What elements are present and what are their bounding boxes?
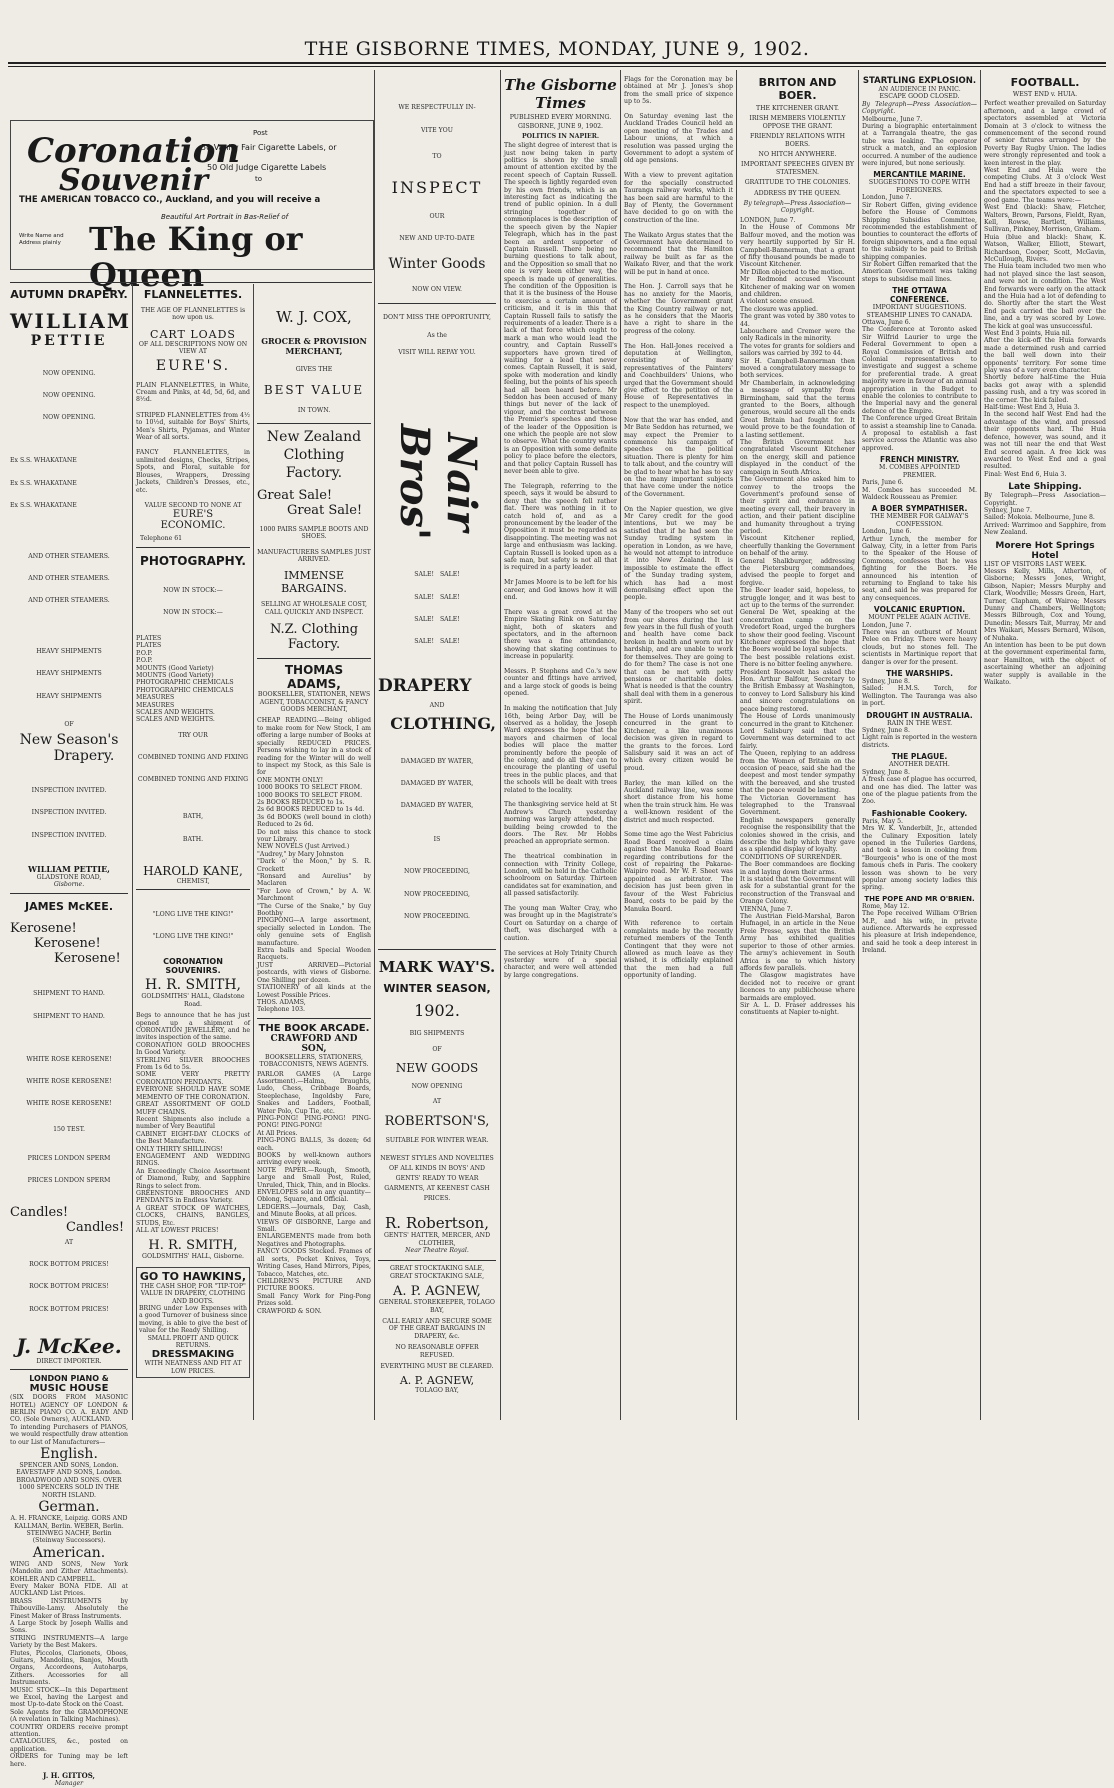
plague-body: Sydney, June 8. A fresh case of plague has occurred, and one has died. The latter was one of the plague patients from the Zoo. [862, 768, 977, 806]
divider [10, 893, 128, 894]
sympathiser-body: London, June 6. Arthur Lynch, the member for Galway, City, in a letter from Paris to the Speaker of the House of Commons, confesses that he was fighting for the Boers. He announced his intention of returning to England to take his seat, and said he was prepared for any consequences. [862, 528, 977, 602]
as-the: As the [427, 331, 447, 339]
text-line: "LONG LIVE THE KING!" [152, 933, 234, 941]
volcanic-heading: VOLCANIC ERUPTION. [873, 605, 966, 615]
tolago-bay: TOLAGO BAY, [415, 1387, 459, 1395]
crawford-body: PARLOR GAMES (A Large Assortment).—Halma, Draughts, Ludo, Chess, Cribbage Boards, Steeplechase, Ingoldsby Fare, Snakes and Ladders, Football, Water Polo, Cup Tie, etc. PING-PONG! PING-PONG! PING-PONG! PING-PONG! At All Prices. PING-PONG BALLS, 3s dozen; 6d each. BOOKS by well-known authors arriving every week. NOTE PAPER.—Rough, Smooth, Large and Small Post, Ruled, Unruled, Thick, Thin, and in Blocks. ENVELOPES sold in any quantity—Oblong, Square, and Official. LEDGERS.—Journals, Day, Cash, and Minute Books, at all prices. VIEWS OF GISBORNE, Large and Small. ENLARGEMENTS made from both Negatives and Photographs. FANCY GOODS Stocked. Frames of all sorts, Pocket Knives, Toys, Writing Cases, Hand Mirrors, Pipes, Tobacco, Matches, etc. CHILDREN'S PICTURE AND PICTURE BOOKS. Small Fancy Work for Ping-Pong Prizes sold. CRAWFORD & SON. [257, 1070, 371, 1315]
briton-boer-heading: BRITON AND BOER. [758, 76, 837, 102]
now-opening: NOW OPENING [411, 1082, 463, 1090]
football-heading: FOOTBALL. [1010, 76, 1080, 89]
text-line: ROCK BOTTOM PRICES! [29, 1261, 109, 1269]
jmckee-signature: J. McKee. [16, 1333, 122, 1358]
text-line: INSPECTION INVITED. [31, 831, 107, 839]
flannelettes-age: THE AGE OF FLANNELETTES is now upon us. [140, 307, 248, 322]
r-robertson: R. Robertson, [385, 1214, 489, 1233]
combes-body: Paris, June 6. M. Combes has succeeded M. Waldeck Rousseau as Premier. [862, 479, 977, 501]
test-label: 150 TEST. [53, 1126, 85, 1134]
gratitude: GRATITUDE TO THE COLONIES. [744, 179, 851, 187]
pettie-name: WILLIAM PETTIE, [28, 863, 110, 874]
column-rule [374, 70, 375, 1420]
text-line: NOW IN STOCK:— [163, 608, 223, 616]
explosion-body: Melbourne, June 7. During a biographic entertainment at a Tarrangala theatre, the gas tube was leaking. The operator struck a match, and an explosion occurred. A number of the audience were injured, but none seriously. [862, 115, 977, 168]
new-goods: NEW GOODS [395, 1060, 479, 1075]
white-rose-list [10, 1041, 128, 1122]
wholesale: SELLING AT WHOLESALE COST, CALL QUICKLY AND INSPECT. [261, 601, 369, 616]
damaged-list [378, 743, 496, 824]
english-body: SPENCER AND SONS, London. EAVESTAFF AND SONS, London. BROADWOOD AND SONS. OVER 1000 SPENCERS SOLD IN THE NORTH ISLAND. [16, 1462, 124, 1499]
drought-body: Sydney, June 8. Light rain is reported in the western districts. [862, 727, 977, 749]
in-stock-list [136, 572, 250, 631]
kitchener-grant: THE KITCHENER GRANT. [755, 105, 840, 112]
divider [136, 547, 250, 548]
gents-hatter: GENTS' HATTER, MERCER, AND CLOTHIER, [383, 1232, 493, 1247]
our-label: OUR [429, 213, 445, 221]
inspection-list [10, 772, 128, 853]
german-body: A. H. FRANCKE, Leipzig. GORS AND KALLMAN, Berlin. WEBER, Berlin. STEINWEG NACHF, Berlin (Steinway Successors). [10, 1515, 130, 1545]
at-label: AT [64, 1238, 74, 1246]
german-heading: German. [38, 1499, 100, 1516]
portrait-line: Beautiful Art Portrait in Bas-Relief of [161, 213, 289, 221]
new-up-to-date: NEW AND UP-TO-DATE [399, 234, 475, 242]
column-4 [378, 76, 496, 1416]
important-speeches: IMPORTANT SPEECHES GIVEN BY STATESMEN. [741, 161, 856, 176]
editorial-date: GISBORNE, JUNE 9, 1902. [517, 123, 604, 131]
boots: 1000 PAIRS SAMPLE BOOTS AND SHOES. [259, 525, 371, 541]
telegraph-credit: By Telegraph—Press Association—Copyright. [862, 100, 977, 116]
morere-hot-springs: Morere Hot Springs Hotel [995, 540, 1095, 561]
divider [10, 1369, 128, 1370]
divider [257, 1018, 371, 1019]
english-heading: English. [40, 1446, 98, 1463]
mercantile-heading: MERCANTILE MARINE. [873, 170, 966, 180]
fashion-body: Paris, May 5. Mrs W. K. Vanderbilt, Jr., attended the Culinary Exposition lately opened in the Tuileries Gardens, and took a lesson in cooking from "Bourgeois" who is one of the most famous chefs in Paris. The cookery lesson was shown to be very popular among society ladies this spring. [862, 817, 977, 892]
ottawa-body: Ottawa, June 6. The Conference at Toronto asked Sir Wilfrid Laurier to urge the Federal Government to open a Royal Commission of British and Colonial representatives to investigate and suggest a scheme for preferential trade. A great majority were in favour of an annual appropriation in the Budget to enable the colonies to contribute to the Imperial navy and the general defence of the Empire. The Conference urged Great Britain to assist a steamship line to Canada. A proposal to establish a fast service across the Atlantic was also approved. [862, 318, 977, 452]
year-1902: 1902. [414, 1001, 460, 1021]
text-line: Ex S.S. WHAKATANE [10, 501, 77, 509]
football-body: Perfect weather prevailed on Saturday afternoon, and a large crowd of spectators assembled at Victoria Domain at 3 o'clock to witness the commencement of the second round of senior fixtures arranged by the Poverty Bay Rugby Union. The ladies were strongly represented and took a keen interest in the play. West End and Huia were the competing Clubs. At 3 o'clock West End had a stiff breeze in their favour, and the spectators expected to see a good game. The teams were:— West End (black): Shaw, Fletcher, Walters, Brown, Parsons, Fieldt, Ryan, Kell, Rowse, Bartlett, Williams, Sullivan, Pinkney, Morrison, Graham. Huia (blue and black): Shaw, K. Watson, Walker, Elliott, Stewart, Richardson, Cooper, Scott, McGavin, McCullough, Rivers. The Huia team included two men who had not played since the last season, and were not in condition. The West End forwards were early on the attack and the Huia had a lot of defending to do. Shortly after the start the West End pack carried the ball over the line, and a try was scored by Lowe. The kick at goal was unsuccessful. West End 3 points, Huia nil. After the kick-off the Huia forwards made a determined rush and carried the ball well down into their opponents' territory. For some time play was of a very even character. Shortly before half-time the Huia backs got away with a splendid passing rush, and a try was scored in the corner. The kick failed. Half-time: West End 3, Huia 3. In the second half West End had the advantage of the wind, and pressed their opponents hard. The Huia defence, however, was sound, and it was not till near the end that West End scored again. A free kick was awarded to West End and a goal resulted. Final: West End 6, Huia 3. [984, 100, 1106, 478]
harold-kane: HAROLD KANE, [143, 863, 243, 878]
pettie-town: Gisborne. [53, 881, 85, 889]
paper-title: The Gisborne Times [504, 76, 617, 112]
souvenir-headline: Souvenir [59, 163, 209, 198]
rain-sub: RAIN IN THE WEST. [886, 719, 953, 727]
masthead-rule [8, 62, 1106, 64]
general-storekeeper: GENERAL STOREKEEPER, TOLAGO BAY, [379, 1299, 497, 1314]
galway-member: THE MEMBER FOR GALWAY'S CONFESSION. [870, 513, 971, 528]
cash-shop: THE CASH SHOP, FOR "TIP-TOP" VALUE IN DRAPERY, CLOTHING AND BOOTS. [140, 1282, 248, 1305]
candles-line: Candles! [10, 1204, 69, 1220]
text-line: SALE! SALE! [414, 638, 460, 646]
dont-miss: DON'T MISS THE OPPORTUNITY, [383, 314, 491, 322]
big-shipments: BIG SHIPMENTS [409, 1030, 465, 1038]
other-steamers-list [10, 538, 128, 619]
text-line: AND OTHER STEAMERS. [28, 552, 110, 560]
autumn-drapery-heading: AUTUMN DRAPERY. [10, 288, 128, 301]
text-line: DAMAGED BY WATER, [400, 779, 474, 787]
offer-line-2: 50 Old Judge Cigarette Labels [207, 163, 327, 172]
samples: MANUFACTURERS SAMPLES JUST ARRIVED. [257, 548, 373, 564]
is-label: IS [433, 836, 441, 844]
text-line: ROCK BOTTOM PRICES! [29, 1283, 109, 1291]
write-name-note: Write Name and Address plainly [19, 233, 64, 246]
now-on-view: NOW ON VIEW. [412, 286, 462, 294]
gives-the: GIVES THE [295, 366, 333, 373]
kerosene-line: Kerosene! [10, 920, 77, 936]
text-line: ROCK BOTTOM PRICES! [29, 1305, 109, 1313]
divider [378, 1260, 496, 1261]
editorial-body: The slight degree of interest that is just now being taken in party politics is shown by the small amount of attention excited by the recent speech of Captain Russell. The speech is lightly regarded even by his own friends, which is an interesting fact as indicating the trend of public opinion. In a dull stringing together of commonplaces is the description of the speech given by the Napier Telegraph, which has in the past been an ardent supporter of Captain Russell. There being no burning questions to talk about, and the Opposition so small that no one is very keen either way, the speech is made up of generalities. The condition of the Opposition is that it is the business of the House to exercise a certain amount of criticism, and it is in this that Captain Russell fails to satisfy the requirements of a leader. There is a lack of that force which ought to mark a man who would lead the country, and Captain Russell's supporters have grown tired of waiting for a lead that never comes. Captain Russell, it is said, spoke with moderation and kindly feeling, but the points of his speech had all been heard before. Mr Seddon has been accused of many things but never of the lack of vigour, and the contrast between the Premier's speeches and those of the leader of the Opposition is one which the people are not slow to observe. What the country wants is an Opposition with some definite policy to place before the electors, and that policy Captain Russell has never been able to give. The Telegraph, referring to the speech, says it would be absurd to deny that the speech fell rather flat. There was nothing in it to catch hold of, and as a pronouncement by the leader of the Opposition it must be regarded as disappointing. The meeting was not large and enthusiasm was lacking. Captain Russell is looked upon as a safe man, but safety is not all that is required in a party leader. Mr James Moore is to be left for his career, and God knows how it will end. There was a great crowd at the Empire Skating Rink on Saturday night, both of skaters and spectators, and in the afternoon there was a fine attendance, showing that skating continues to increase in popularity. Messrs. P. Stephens and Co.'s new counter and fittings have arrived, and a large stock of goods is being opened. In making the notification that July 16th, being Arbor Day, will be observed as a holiday, the Joseph Ward expresses the hope that the mayors and chairmen of local bodies will place the matter prominently before the people of the colony, and do all they can to encourage the planting of useful trees in the public places, and that the schools will be dealt with trees related to the locality. The thanksgiving service held at St Andrew's Church yesterday morning was largely attended, the building being crowded to the doors. The Rev. Mr Hobbs preached an appropriate sermon. The theatrical combination in connection with Trinity College, London, will be held in the Catholic schoolroom on Saturday. Thirteen candidates sat for examination, and all passed satisfactorily. The young man Walter Cray, who was brought up in the Magistrate's Court on Saturday on a charge of theft, was discharged with a caution. The services at Holy Trinity Church yesterday were of a special character, and were well attended by large congregations. [504, 142, 617, 979]
text-line: DAMAGED BY WATER, [400, 757, 474, 765]
great-sale-line: Great Sale! [257, 487, 333, 503]
at-label-2: AT [432, 1098, 442, 1106]
suggestions-sub: SUGGESTIONS TO COPE WITH FOREIGNERS. [868, 179, 973, 194]
grocer-label: GROCER & PROVISION MERCHANT, [261, 336, 367, 356]
escape-closed: ESCAPE GOOD CLOSED. [879, 93, 960, 101]
text-line: NOW OPENING. [42, 414, 96, 422]
shipment-list [10, 976, 128, 1035]
divider [378, 949, 496, 950]
editorial-heading: POLITICS IN NAPIER. [521, 132, 600, 140]
drought-heading: DROUGHT IN AUSTRALIA. [866, 710, 973, 720]
text-line: SALE! SALE! [414, 571, 460, 579]
text-line: SALE! SALE! [414, 593, 460, 601]
immense-bargains: IMMENSE BARGAINS. [281, 569, 347, 596]
west-end-huia: WEST END v. HUIA. [1012, 91, 1078, 98]
flannelettes-heading: FLANNELETTES. [143, 288, 243, 301]
of-label-2: OF [432, 1045, 442, 1053]
great-stocktaking: GREAT STOCKTAKING SALE, GREAT STOCKTAKING SALE, [389, 1265, 487, 1280]
value-second: VALUE SECOND TO NONE AT [144, 501, 242, 509]
column-rule [858, 70, 859, 1420]
great-sale-list [257, 488, 371, 518]
text-line: HEAVY SHIPMENTS [36, 692, 102, 700]
music-body: (SIX DOORS FROM MASONIC HOTEL) AGENCY OF LONDON & BERLIN PIANO CO. A. EADY AND CO. (Sole Owners), AUCKLAND. To intending Purchasers of PIANOS, we would respectfully draw attention to our List of Manufacturers— [10, 1394, 128, 1446]
divider [257, 658, 371, 659]
drapery-heading: Drapery. [53, 748, 115, 765]
king-or-queen: The King or Queen [89, 220, 303, 294]
late-shipping: Late Shipping. [1008, 482, 1082, 493]
column-rule [980, 70, 981, 1420]
visit-repay: VISIT WILL REPAY YOU. [398, 349, 476, 357]
boer-sympathiser: A BOER SYMPATHISER. [871, 504, 968, 514]
candles-list [10, 1205, 128, 1235]
startling-explosion: STARTLING EXPLOSION. [862, 76, 977, 86]
column-8 [862, 76, 977, 1416]
text-line: PRICES LONDON SPERM [27, 1154, 111, 1162]
divider [136, 889, 250, 890]
striped-flannelettes: STRIPED FLANNELETTES from 4½ to 10½d, suitable for Boys' Shirts, Men's Shirts, Pyjamas, and Winter Wear of all sorts. [136, 411, 252, 442]
column-9 [984, 76, 1106, 1416]
telephone-label: Telephone 61 [140, 535, 183, 543]
masthead: THE GISBORNE TIMES, MONDAY, JUNE 9, 1902. [304, 38, 810, 60]
column-5 [504, 76, 617, 1416]
photo-items: PLATES PLATES P.O.P. P.O.P. MOUNTS (Good Variety) MOUNTS (Good Variety) PHOTOGRAPHIC CHEMICALS PHOTOGRAPHIC CHEMICALS MEASURES MEASURES SCALES AND WEIGHTS. SCALES AND WEIGHTS. [136, 634, 234, 724]
go-hawkins: GO TO HAWKINS, [139, 1269, 247, 1283]
column-rule [253, 284, 254, 1420]
pope-heading: THE POPE AND MR O'BRIEN. [864, 894, 975, 903]
adams-body: CHEAP READING.—Being obliged to make room for New Stock, I am offering a large number of Books at specially REDUCED PRICES. Persons wishing to lay in a stock of reading for the Winter will do well to inspect my Stock, as this Sale is for ONE MONTH ONLY! 1000 BOOKS TO SELECT FROM. 1000 BOOKS TO SELECT FROM. 2s BOOKS REDUCED to 1s. 2s 6d BOOKS REDUCED to 1s 4d. 3s 6d BOOKS (well bound in cloth) Reduced to 2s 6d. Do not miss this chance to stock your Library. NEW NOVELS (Just Arrived.) "Audrey," by Mary Johnston "Dark o' the Moon," by S. R. Crockett "Ronsard and Aurelius" by Maclaren "For Love of Crown," by A. W. Marchmont "The Curse of the Snake," by Guy Boothby PINGPONG—A large assortment, specially selected in London. The only genuine sets of English manufacture. Extra balls and Special Wooden Racquets. JUST ARRIVED—Pictorial postcards, with views of Gisborne. One Shilling per dozen. STATIONERY of all kinds at the Lowest Possible Prices. THOS. ADAMS, Telephone 103. [257, 717, 371, 1014]
column-rule [620, 70, 621, 1420]
mercantile-body: London, June 7. Sir Robert Giffen, giving evidence before the House of Commons Shipping Subsidies Committee, recommended the establishment of bounties to counteract the efforts of foreign shipowners, and a fine equal to the subsidy to be paid to British shipping companies. Sir Robert Giffen remarked that the American Government was taking steps to subsidise mail lines. [862, 194, 977, 283]
opening-list [10, 355, 128, 436]
boer-news-body: LONDON, June 7. In the House of Commons Mr Balfour moved, and the motion was very heartily supported by Sir H. Campbell-Bannerman, that a grant of fifty thousand pounds be made to Viscount Kitchener. Mr Dillon objected to the motion. Mr Redmond accused Viscount Kitchener of making war on women and children. A violent scene ensued. The closure was applied. The grant was voted by 380 votes to 44. Labouchere and Cremer were the only Radicals in the minority. The votes for grants for soldiers and sailors was carried by 392 to 44. Sir H. Campbell-Bannerman then moved a congratulatory message to both services. Mr Chamberlain, in acknowledging a message of sympathy from Birmingham, said that the terms granted to the Boers, although generous, would secure all the ends Great Britain had fought for. It would prove to be the foundation of a lasting settlement. The British Government has congratulated Viscount Kitchener on the energy, skill and patience displayed in the conduct of the campaign in South Africa. The Government also asked him to convey to the troops the Government's profound sense of their spirit and endurance in meeting every call, their bravery in action, and their patient discipline and humanity throughout a trying period. Viscount Kitchener replied, cheerfully thanking the Government on behalf of the army. General Shalkburger, addressing the Pietersburg commandoes, advised the people to forget and forgive. The Boer leader said, hopeless, to struggle longer, and it was best to act up to the terms of the surrender. General De Wet, speaking at the concentration camp on the Vredefort Road, urged the burghers to show their good feeling. Viscount Kitchener expressed the hope that the Boers would be loyal subjects. The best possible relations exist. There is no bitter feeling anywhere. President Roosevelt has asked the Hon. Arthur Balfour, Secretary to the British Embassy at Washington, to convey to Lord Salisbury his kind and sincere congratulations on peace being restored. The House of Lords unanimously concurred in the grant to Kitchener. Lord Salisbury said that the Government was determined to act fairly. The Queen, replying to an address from the Women of Britain on the occasion of peace, said she had the deepest and most tender sympathy with the bereaved, and she trusted that the peace would be lasting. The Victorian Government has telegraphed to the Transvaal Government. English newspapers generally recognise the responsibility that the colonies showed in the crisis, and describe the help which they gave as a splendid display of loyalty. CONDITIONS OF SURRENDER. The Boer commandoes are flocking in and laying down their arms. It is stated that the Government will ask for a substantial grant for the reconstruction of the Transvaal and Orange Colony. VIENNA, June 7. The Austrian Field-Marshal, Baron Hufnagel, in an article in the Neue Freie Presse, says that the British Army has exhibited qualities superior to those of other armies. The army's achievement in South Africa is one to which history affords few parallels. The Glasgow magistrates have decided not to receive or grant licences to any publichouse where barmaids are employed. Sir A. L. D. Fraser addresses his constituents at Napier to-night. [740, 216, 855, 1017]
text-line: AND OTHER STEAMERS. [28, 574, 110, 582]
mark-ways: MARK WAY'S. [378, 958, 496, 977]
text-line: NOW OPENING. [42, 369, 96, 377]
text-line: WHITE ROSE KEROSENE! [26, 1055, 112, 1063]
text-line: COMBINED TONING AND FIXING [137, 754, 249, 762]
coronation-souvenirs: CORONATION SOUVENIRS. [163, 957, 223, 976]
column-3 [257, 288, 371, 1416]
photography-heading: PHOTOGRAPHY. [140, 553, 246, 568]
text-line: BATH. [182, 835, 204, 843]
text-line: INSPECTION INVITED. [31, 809, 107, 817]
text-line: Ex S.S. WHAKATANE [10, 457, 77, 465]
american-heading: American. [32, 1544, 106, 1561]
text-line: HEAVY SHIPMENTS [36, 648, 102, 656]
cart-loads: CART LOADS [150, 327, 236, 341]
bath-list [136, 799, 250, 858]
direct-importer: DIRECT IMPORTER. [36, 1357, 102, 1365]
suitable: SUITABLE FOR WINTER WEAR. [385, 1136, 489, 1144]
nair-bros-script: Nair Bros' [391, 423, 485, 540]
nair-bros-logo [378, 363, 496, 553]
all-descriptions: OF ALL DESCRIPTIONS NOW ON VIEW AT [138, 340, 250, 356]
coronation-headline: Coronation [27, 131, 241, 171]
newest-styles: NEWEST STYLES AND NOVELTIES OF ALL KINDS IN BOYS' AND GENTS' READY TO WEAR GARMENTS, AT KEENEST CASH PRICES. [380, 1155, 496, 1203]
fashionable-cookery: Fashionable Cookery. [871, 808, 968, 818]
bookseller: BOOKSELLER, STATIONER, NEWS AGENT, TOBACCONIST, & FANCY GOODS MERCHANT, [257, 691, 373, 714]
smith-body: Begs to announce that he has just opened up a shipment of CORONATION JEWELLERY, and he invites inspection of the same. CORONATION GOLD BROOCHES In Good Variety. STERLING SILVER BROOCHES From 1s 6d to 5s. SOME VERY PRETTY CORONATION PENDANTS. EVERYONE SHOULD HAVE SOME MEMENTO OF THE CORONATION. GREAT ASSORTMENT OF GOLD MUFF CHAINS. Recent Shipments also include a number of Very Beautiful CABINET EIGHT-DAY CLOCKS of the Best Manufacture. ONLY THIRTY SHILLINGS! ENGAGEMENT AND WEDDING RINGS. An Exceedingly Choice Assortment of Diamond, Ruby, and Sapphire Rings to select from. GREENSTONE BROOCHES AND PENDANTS in Endless Variety. A GREAT STOCK OF WATCHES, CLOCKS, CHAINS, BANGLES, STUDS, Etc. ALL AT LOWEST PRICES! [136, 1012, 250, 1234]
near-theatre: Near Theatre Royal. [405, 1246, 469, 1254]
divider [378, 303, 496, 304]
steamers-list [10, 442, 128, 523]
section-divider [10, 282, 372, 283]
queen-address: ADDRESS BY THE QUEEN. [754, 189, 841, 197]
audience-panic: AN AUDIENCE IN PANIC. [878, 86, 961, 93]
everything-cleared: EVERYTHING MUST BE CLEARED. [380, 1363, 494, 1370]
best-value: BEST VALUE [263, 383, 365, 398]
hr-smith-2: H. R. SMITH, [148, 1238, 238, 1254]
try-our: TRY OUR [178, 731, 208, 739]
american-body: WING AND SONS, New York (Mandolin and Zither Attachments). KOHLER AND CAMPBELL. Every Maker BONA FIDE. All at AUCKLAND List Prices. BRASS INSTRUMENTS by Thibouville-Lamy. Absolutely the Finest Maker of Brass Instruments. A Large Stock by Joseph Wallis and Sons. STRING INSTRUMENTS—A large Variety by the Best Makers. Flutes, Piccolos, Clarionets, Oboes, Guitars, Mandolins, Banjos, Mouth Organs, Accordeons, Autoharps, Zithers. Accessories for all Instruments. MUSIC STOCK—In this Department we Excel, having the Largest and most Up-to-date Stock on the Coast. Sole Agents for the GRAMOPHONE (A revelation in Talking Machines). COUNTRY ORDERS receive prompt attention. CATALOGUES, &c., posted on application. ORDERS for Tuning may be left here. [10, 1560, 128, 1768]
pope-body: Rome, May 12. The Pope received William O'Brien M.P., and his wife, in private audience. Afterwards he expressed his pleasure at Irish independence, and said he took a deep interest in Ireland. [862, 902, 977, 955]
chemist-label: CHEMIST, [176, 877, 210, 885]
toning-list [136, 739, 250, 798]
inspect-heading: INSPECT [391, 178, 483, 198]
music-house-heading: MUSIC HOUSE [29, 1383, 109, 1395]
column-7 [740, 76, 855, 1416]
important-suggestions: IMPORTANT SUGGESTIONS. [872, 304, 967, 312]
offer-line-1: 50 Vanity Fair Cigarette Labels, or [201, 143, 337, 152]
text-line: SHIPMENT TO HAND. [33, 990, 105, 998]
drapery-heading-big: DRAPERY [378, 676, 472, 697]
gittos-name: J. H. GITTOS, [43, 1771, 95, 1781]
to-line: to [255, 175, 263, 183]
call-early: CALL EARLY AND SECURE SOME OF THE GREAT BARGAINS IN DRAPERY, &c. [382, 1317, 494, 1340]
text-line: PRICES LONDON SPERM [27, 1176, 111, 1184]
eures-heading: EURE'S. [155, 357, 231, 374]
hr-smith-heading: H. R. SMITH, [144, 977, 241, 994]
tobacco-company: THE AMERICAN TOBACCO CO., Auckland, and you will receive a [19, 195, 321, 205]
post-label: Post [253, 129, 268, 137]
no-hitch: NO HITCH ANYWHERE. [758, 151, 837, 159]
text-line: INSPECTION INVITED. [31, 787, 107, 795]
published-line: PUBLISHED EVERY MORNING. [509, 114, 612, 121]
rock-bottom-list [10, 1246, 128, 1327]
pelee-sub: MOUNT PELEE AGAIN ACTIVE. [868, 614, 971, 622]
text-line: COMBINED TONING AND FIXING [137, 776, 249, 784]
long-live-list [136, 896, 250, 955]
agnew-heading: A. P. AGNEW, [393, 1284, 481, 1300]
local-news-body: Flags for the Coronation may be obtained at Mr J. Jones's shop from the small price of sixpence up to 5s. On Saturday evening last the Auckland Trades Council held an open meeting of the Trades and Labour unions, at which a resolution was passed urging the Government to adopt a system of old age pensions. With a view to prevent agitation for the specially constructed Tauranga railway works, which it has been said are harmful to the Bay of Plenty, the Government have decided to go on with the construction of the line. The Waikato Argus states that the Government have determined to recommend that the Hamilton railway be built as far as the Waikato River, and that the work will be put in hand at once. The Hon. J. Carroll says that he has no anxiety for the Maoris, whether the Government grant the King Country railway or not, as he considers that the Maoris have a right to share in the progress of the colony. The Hon. Hall-Jones received a deputation at Wellington, consisting of many representatives of the Painters' and Coachbuilders' Unions, who urged that the Government should give effect to the petition of the House of Representatives in respect to the unemployed. Now that the war has ended, and Mr Bate Seddon has returned, we may expect the Premier to commence his campaign of speeches on the political situation. There is plenty for him to talk about, and the country will be glad to hear what he has to say on the many important subjects that have come under the notice of the Government. On the Napier question, we give Mr Carey credit for the good intentions, but we may be satisfied that if he had seen the Sunday trading system in operation in London, as we have, he would not attempt to introduce it into New Zealand. It is impossible to estimate the effect of the Sunday trading system, which has had a most demoralising effect upon the people. Many of the troopers who set out from our shores during the last few years in the full flush of youth and health have come back broken in health and worn out by hardship, and are unable to work for themselves. They are going to do for them? The case is not one that can be met with petty pensions or charitable doles. What is needed is that the country shall deal with them in a generous spirit. The House of Lords unanimously concurred in the grant to Kitchener, a like unanimous decision was given in regard to the grants to the forces. Lord Salisbury said it was an act of which every citizen would be proud. Barley, the man killed on the Auckland railway line, was some short distance from his home when the train struck him. He was a well-known resident of the district and much respected. Some time ago the West Fabricius Road Board received a claim against the Manuka Road Board regarding contributions for the cost of repairing the Pakarae-Waipiro road. Mr W. F. Sheet was appointed as arbitrator. The decision has just been given in favour of the West Fabricius Board, costs to be paid by the Manuka Board. With reference to certain complaints made by the recently returned members of the Tenth Contingent that they were not allowed as much leave as they wished, it is officially explained that the men had a full opportunity of landing. [624, 76, 733, 980]
volcanic-body: London, June 7. There was an outburst of Mount Pelee on Friday. There were heavy clouds, but no stones fell. The scientists in Martinique report that danger is over for the present. [862, 621, 977, 666]
economic-heading: ECONOMIC. [160, 520, 226, 532]
to-label: TO [432, 152, 442, 160]
heavy-shipments-list [10, 633, 128, 714]
hawkins-body: BRING under Low Expenses with a good Turnover of business since moving, is able to give the best of value for the Ready Shilling. [139, 1305, 249, 1335]
vite-you: VITE YOU [421, 127, 453, 135]
of-label: OF [64, 720, 74, 728]
text-line: WHITE ROSE KEROSENE! [26, 1100, 112, 1108]
column-1 [10, 288, 131, 1788]
manager-label: Manager [54, 1780, 84, 1788]
new-seasons-heading: New Season's [19, 732, 119, 749]
text-line: AND OTHER STEAMERS. [28, 597, 110, 605]
goldsmiths-hall-2: GOLDSMITHS' HALL, Gisborne. [142, 1253, 244, 1261]
proceeding-list [378, 854, 496, 935]
text-line: BATH, [182, 813, 204, 821]
kerosene-line: Kerosene! [54, 950, 121, 966]
column-rule [500, 70, 501, 1420]
column-6 [624, 76, 733, 1416]
text-line: HEAVY SHIPMENTS [36, 670, 102, 678]
thomas-adams: THOMAS ADAMS, [284, 663, 344, 692]
text-line: SHIPMENT TO HAND. [33, 1012, 105, 1020]
crawford-son: CRAWFORD AND SON, [270, 1033, 358, 1054]
pettie-address: GLADSTONE ROAD, [36, 873, 102, 881]
text-line: SALE! SALE! [414, 615, 460, 623]
goldsmiths-hall: GOLDSMITHS' HALL, Gladstone Road. [141, 993, 247, 1008]
hot-springs-body: LIST OF VISITORS LAST WEEK. Messrs Kelly, Mills, Atherton, of Gisborne; Messrs Jones, Wright, Gibson, Napier; Messrs Murphy and Clark, Woodville; Messrs Green, Hart, Turner, Clapham, of Wairoa; Messrs Dunny and Chambers, Wellington; Messrs Bilbrough, Cox and Young, Dunedin; Messrs Tait, Murray, Mr and Mrs Waikari, Messrs Bernard, Wilson, of Nuhaka. An intention has been to be put down at the government experimental farm, near Hamilton, with the object of ascertaining whether an adjoining water supply is available in the Waikato. [984, 560, 1106, 687]
sale-list [378, 557, 496, 661]
no-offer: NO REASONABLE OFFER REFUSED. [395, 1344, 481, 1359]
respectfully: WE RESPECTFULLY IN- [398, 104, 476, 111]
william-heading: WILLIAM [10, 309, 131, 333]
plain-flannelettes: PLAIN FLANNELETTES, in White, Cream and Pinks, at 4d, 5d, 6d, and 8½d. [136, 381, 252, 404]
text-line: Ex S.S. WHAKATANE [10, 479, 77, 487]
agnew-2: A. P. AGNEW, [399, 1374, 475, 1388]
friendly-relations: FRIENDLY RELATIONS WITH BOERS. [749, 133, 847, 148]
text-line: WHITE ROSE KEROSENE! [26, 1077, 112, 1085]
coronation-advert [10, 120, 374, 294]
hawkins-advert [136, 1267, 250, 1378]
shipping-body: By Telegraph—Press Association—Copyright. Sydney, June 7. Sailed: Mokoia. Melbourne, June 8. Arrived: Warrimoo and Sapphire, from New Zealand. [984, 492, 1106, 537]
nz-factory-heading: New Zealand Clothing Factory. [266, 428, 362, 481]
in-town: IN TOWN. [297, 407, 331, 415]
warships-heading: THE WARSHIPS. [886, 669, 953, 679]
divider [257, 423, 371, 424]
telegraph-credit: By telegraph—Press Association—Copyright. [743, 200, 852, 215]
and-label: AND [429, 702, 445, 710]
london-piano-heading: LONDON PIANO & [29, 1374, 109, 1384]
clothing-heading-big: CLOTHING, [390, 713, 496, 733]
eures-2: EURE'S [172, 509, 214, 521]
cox-heading: W. J. COX, [276, 308, 352, 326]
kerosene-list [10, 921, 128, 966]
another-death: ANOTHER DEATH. [889, 761, 950, 769]
text-line: NOW PROCEEDING, [404, 890, 470, 898]
candles-line: Candles! [66, 1219, 125, 1235]
pettie-heading: PETTIE [30, 333, 108, 349]
text-line: NOW PROCEEDING, [404, 868, 470, 876]
irish-members: IRISH MEMBERS VIOLENTLY OPPOSE THE GRANT. [749, 115, 848, 130]
column-rule [736, 70, 737, 1420]
prices-list [10, 1140, 128, 1199]
plague-heading: THE PLAGUE. [891, 752, 948, 762]
kerosene-line: Kerosene! [34, 935, 101, 951]
winter-season: WINTER SEASON, [383, 982, 491, 996]
winter-goods: Winter Goods [388, 256, 486, 273]
column-rule [132, 284, 133, 1420]
text-line: "LONG LIVE THE KING!" [152, 910, 234, 918]
column-2 [136, 288, 250, 1416]
fancy-flannelettes: FANCY FLANNELETTES, in unlimited designs, Checks, Stripes, Spots, and Floral, suitable for Blouses, Wrappers, Dressing Jackets, Children's Dresses, etc., etc. [136, 449, 252, 494]
warships-body: Sydney, June 8. Sailed: H.M.S. Torch, for Wellington. The Tauranga was also in port. [862, 678, 977, 708]
great-sale-line: Great Sale! [287, 502, 363, 518]
book-arcade: THE BOOK ARCADE. [258, 1022, 370, 1034]
text-line: NOW IN STOCK:— [163, 586, 223, 594]
text-line: NOW OPENING. [42, 392, 96, 400]
james-mckee-heading: JAMES McKEE. [24, 899, 114, 913]
masthead-rule-thin [8, 66, 1106, 67]
dressmaking: DRESSMAKING [151, 1349, 235, 1361]
dress-body: WITH NEATNESS AND FIT AT LOW PRICES. [144, 1360, 244, 1375]
small-profit: SMALL PROFIT AND QUICK RETURNS. [147, 1334, 241, 1350]
ottawa-heading: THE OTTAWA CONFERENCE. [889, 286, 950, 305]
nz-clothing: N.Z. Clothing Factory. [269, 622, 359, 653]
text-line: DAMAGED BY WATER, [400, 802, 474, 809]
text-line: NOW PROCEEDING. [404, 912, 470, 920]
combes-sub: M. COMBES APPOINTED PREMIER. [878, 464, 962, 479]
steamship-lines: STEAMSHIP LINES TO CANADA. [866, 311, 973, 319]
crawford-sub: BOOKSELLERS, STATIONERS, TOBACCONISTS, NEWS AGENTS. [259, 1053, 369, 1069]
robertsons: ROBERTSON'S, [384, 1113, 490, 1129]
french-ministry: FRENCH MINISTRY. [880, 455, 959, 465]
